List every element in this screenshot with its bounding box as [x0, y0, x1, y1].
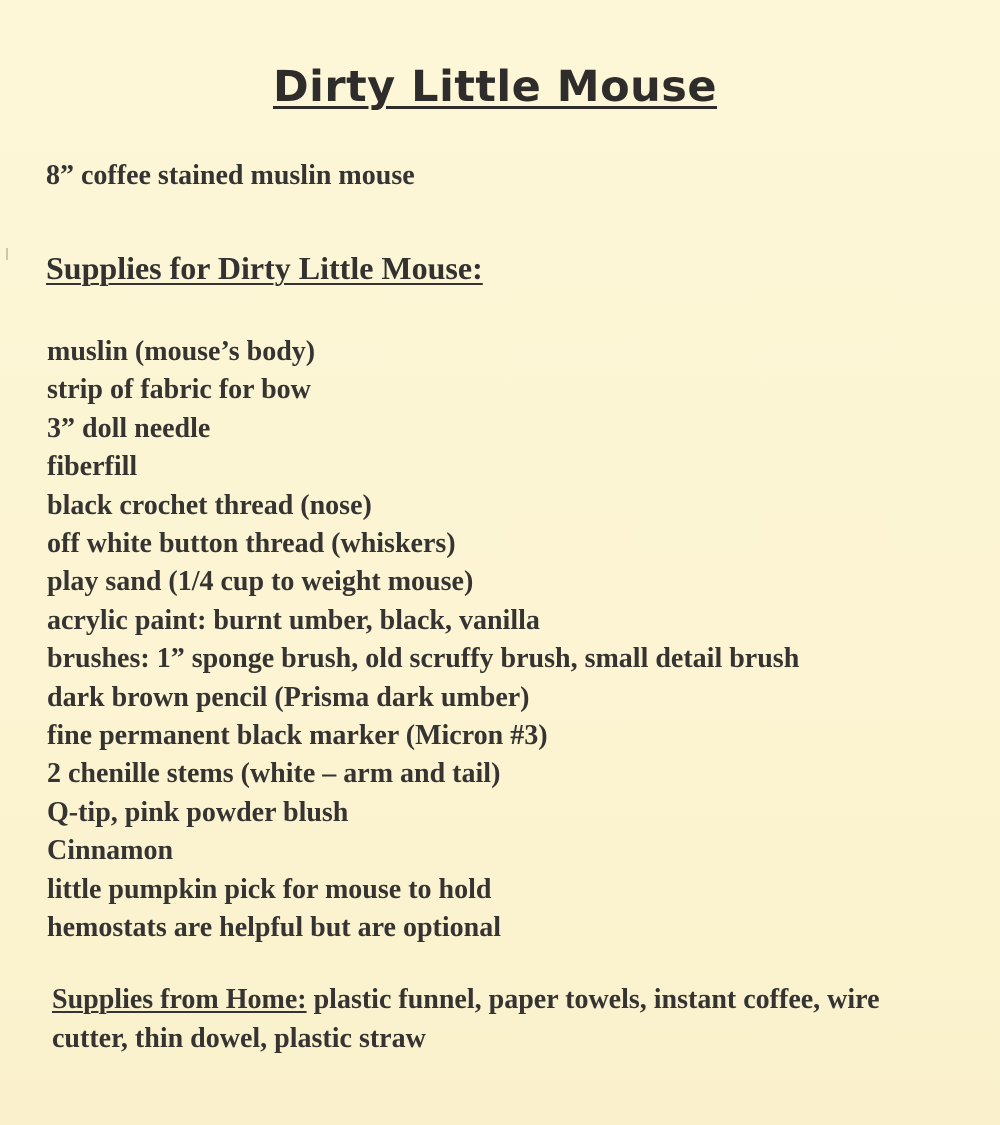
supply-item: acrylic paint: burnt umber, black, vanilla	[47, 604, 540, 636]
supply-item: Q-tip, pink powder blush	[47, 796, 349, 828]
supply-item: 2 chenille stems (white – arm and tail)	[47, 758, 501, 790]
page-title: Dirty Little Mouse	[272, 62, 718, 112]
supply-item: play sand (1/4 cup to weight mouse)	[47, 566, 474, 598]
supplies-from-home	[52, 980, 952, 1058]
supply-item: black crochet thread (nose)	[47, 489, 372, 521]
project-description: 8” coffee stained muslin mouse	[46, 160, 415, 191]
supply-item: brushes: 1” sponge brush, old scruffy brush, small detail brush	[47, 643, 800, 675]
supply-list	[47, 333, 799, 948]
supply-item: muslin (mouse’s body)	[47, 336, 316, 367]
supply-item: fiberfill	[47, 451, 138, 483]
supply-item: dark brown pencil (Prisma dark umber)	[47, 681, 530, 713]
supplies-heading: Supplies for Dirty Little Mouse:	[46, 250, 483, 286]
supply-item: little pumpkin pick for mouse to hold	[47, 873, 492, 905]
scan-edge-mark	[6, 248, 8, 260]
supply-item: 3” doll needle	[47, 412, 211, 444]
supply-item: Cinnamon	[47, 835, 174, 867]
supplies-from-home-text: plastic funnel, paper towels, instant coffee, wire cutter, thin dowel, plastic straw	[52, 984, 880, 1054]
supply-item: strip of fabric for bow	[47, 374, 311, 406]
supply-item: off white button thread (whiskers)	[47, 528, 456, 560]
supply-item: fine permanent black marker (Micron #3)	[47, 720, 548, 752]
supply-item: hemostats are helpful but are optional	[47, 912, 501, 944]
supplies-from-home-label: Supplies from Home:	[52, 984, 307, 1015]
